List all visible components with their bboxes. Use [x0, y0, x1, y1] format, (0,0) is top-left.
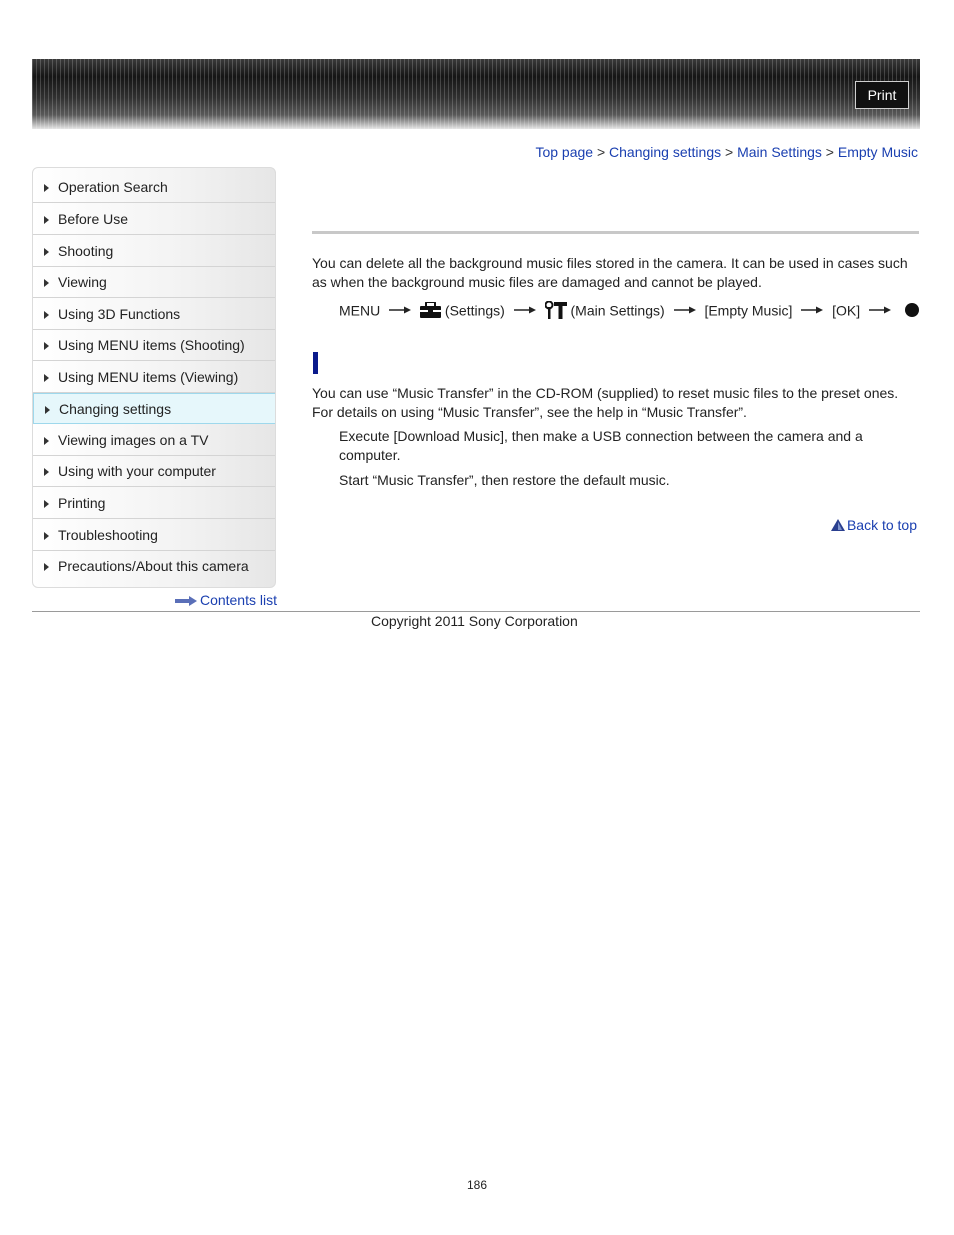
- sidebar-item-changing-settings[interactable]: [33, 393, 276, 424]
- sidebar-item-precautions[interactable]: [33, 551, 276, 582]
- sidebar-item-label: Using MENU items (Shooting): [58, 337, 245, 353]
- triangle-right-icon: [44, 311, 49, 319]
- section-heading-marker: [313, 352, 318, 374]
- triangle-right-icon: [44, 216, 49, 224]
- arrow-right-icon: [389, 306, 411, 314]
- arrow-right-icon: [869, 306, 891, 314]
- triangle-right-icon: [45, 406, 50, 414]
- breadcrumb-separator: >: [596, 144, 606, 160]
- music-transfer-text: You can use “Music Transfer” in the CD-ROM (supplied) to reset music files to the preset ones. For details on using “Music Transfer”, see the help in “Music Transfer”.: [312, 385, 899, 420]
- triangle-right-icon: [44, 437, 49, 445]
- sidebar-item-viewing-tv[interactable]: [33, 425, 276, 456]
- breadcrumb-top-page[interactable]: Top page: [535, 144, 594, 160]
- page-title-rule: [312, 231, 919, 234]
- triangle-right-icon: [44, 342, 49, 350]
- sidebar-item-label: Changing settings: [59, 401, 172, 417]
- copyright-text: Copyright 2011 Sony Corporation: [371, 613, 578, 629]
- step-ok: [OK]: [832, 302, 861, 319]
- sidebar-item-label: Viewing: [58, 274, 107, 290]
- step-menu: MENU: [339, 302, 381, 319]
- sidebar-item-label: Printing: [58, 495, 106, 511]
- breadcrumb-separator: >: [825, 144, 834, 160]
- intro-text: You can delete all the background music files stored in the camera. It can be used in cases such as when the background music files are damaged and cannot be played.: [312, 255, 908, 290]
- triangle-right-icon: [44, 279, 49, 287]
- sidebar-item-shooting[interactable]: [33, 236, 276, 267]
- print-button[interactable]: Print: [855, 81, 909, 109]
- back-to-top-label: Back to top: [846, 517, 917, 533]
- breadcrumb: [535, 144, 918, 160]
- list-item: Execute [Download Music], then make a USB connection between the camera and a computer.: [339, 428, 863, 463]
- sidebar-item-label: Operation Search: [58, 179, 168, 195]
- triangle-right-icon: [44, 184, 49, 192]
- contents-list-link[interactable]: [175, 592, 277, 608]
- list-item: Start “Music Transfer”, then restore the default music.: [339, 472, 670, 488]
- sidebar-item-troubleshooting[interactable]: [33, 520, 276, 551]
- triangle-right-icon: [44, 500, 49, 508]
- breadcrumb-main-settings[interactable]: Main Settings: [737, 144, 822, 160]
- sidebar-nav: [32, 167, 276, 588]
- sidebar-item-label: Using with your computer: [58, 463, 216, 479]
- sidebar-item-3d-functions[interactable]: [33, 299, 276, 330]
- sidebar-item-label: Precautions/About this camera: [58, 558, 249, 574]
- sidebar-item-computer[interactable]: [33, 456, 276, 487]
- footer-divider: [32, 611, 920, 612]
- arrow-right-icon: [514, 306, 536, 314]
- sidebar-item-label: Troubleshooting: [58, 527, 158, 543]
- breadcrumb-empty-music[interactable]: Empty Music: [837, 144, 918, 160]
- sidebar-item-before-use[interactable]: [33, 204, 276, 235]
- sidebar-item-operation-search[interactable]: [33, 172, 276, 203]
- triangle-right-icon: [44, 468, 49, 476]
- sidebar-item-printing[interactable]: [33, 488, 276, 519]
- triangle-right-icon: [44, 563, 49, 571]
- breadcrumb-separator: >: [725, 144, 734, 160]
- sidebar-item-menu-shooting[interactable]: [33, 330, 276, 361]
- page-number: 186: [467, 1178, 488, 1192]
- center-button-icon: [904, 302, 920, 318]
- sidebar-item-menu-viewing[interactable]: [33, 362, 276, 393]
- triangle-right-icon: [44, 532, 49, 540]
- menu-steps: [339, 298, 920, 321]
- arrow-right-icon: [674, 306, 696, 314]
- header-banner: [32, 59, 920, 129]
- contents-list-label: Contents list: [199, 592, 277, 608]
- sidebar-item-label: Viewing images on a TV: [58, 432, 209, 448]
- arrow-right-icon: [801, 306, 823, 314]
- toolbox-icon: [420, 302, 441, 318]
- step-empty-music: [Empty Music]: [704, 302, 793, 319]
- triangle-right-icon: [44, 248, 49, 256]
- sidebar-item-label: Using MENU items (Viewing): [58, 369, 239, 385]
- sidebar-item-viewing[interactable]: [33, 267, 276, 298]
- step-main-settings: (Main Settings): [570, 302, 665, 319]
- sidebar-item-label: Using 3D Functions: [58, 306, 181, 322]
- sidebar-item-label: Before Use: [58, 211, 129, 227]
- breadcrumb-changing-settings[interactable]: Changing settings: [609, 144, 722, 160]
- arrow-right-icon: [175, 596, 197, 606]
- wrench-icon: [545, 301, 567, 319]
- step-settings: (Settings): [444, 302, 505, 319]
- sidebar-item-label: Shooting: [58, 243, 114, 259]
- back-to-top-link[interactable]: [831, 517, 917, 533]
- triangle-up-icon: [831, 519, 845, 531]
- triangle-right-icon: [44, 374, 49, 382]
